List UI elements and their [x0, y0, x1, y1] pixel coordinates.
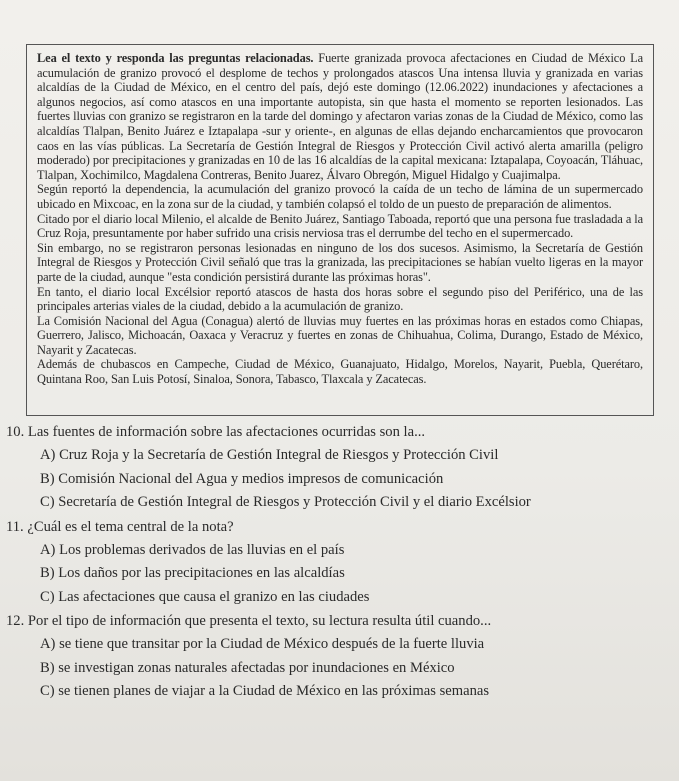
question-list: [6, 420, 671, 704]
passage-paragraph-3: Citado por el diario local Milenio, el alcalde de Benito Juárez, Santiago Taboada, reportó que una persona fue trasladada a la Cruz Roja, presuntamente por haber sufrido una crisis nerviosa tras el derrumbe del techo en el supermercado.: [37, 211, 643, 241]
passage-paragraph-6: La Comisión Nacional del Agua (Conagua) alertó de lluvias muy fuertes en las próximas horas en estados como Chiapas, Guerrero, Jalisco, Michoacán, Oaxaca y Veracruz y fuertes en zonas de Chihuahua, Colima, Durango, Estado de México, Nayarit y Zacatecas.: [37, 313, 643, 357]
question-12-option-a[interactable]: A) se tiene que transitar por la Ciudad de México después de la fuerte lluvia: [40, 636, 485, 652]
question-10-option-b[interactable]: B) Comisión Nacional del Agua y medios impresos de comunicación: [40, 470, 444, 487]
question-12-text: Por el tipo de información que presenta el texto, su lectura resulta útil cuando...: [27, 613, 492, 629]
question-10: 10. Las fuentes de información sobre las afectaciones ocurridas son la...: [6, 424, 426, 440]
question-11-text: ¿Cuál es el tema central de la nota?: [27, 518, 234, 535]
passage-paragraph-1: [37, 51, 643, 182]
question-11-option-c[interactable]: C) Las afectaciones que causa el granizo en las ciudades: [40, 588, 370, 605]
question-11-option-b[interactable]: B) Los daños por las precipitaciones en las alcaldías: [40, 565, 345, 581]
question-12-option-c[interactable]: C) se tienen planes de viajar a la Ciudad de México en las próximas semanas: [40, 683, 490, 699]
question-10-text: Las fuentes de información sobre las afectaciones ocurridas son la...: [27, 424, 426, 440]
passage-paragraph-2: Según reportó la dependencia, la acumulación del granizo provocó la caída de un techo de lámina de un supermercado ubicado en Mixcoac, en la zona sur de la ciudad, y también colapsó el toldo de un puesto de preparación de alimentos.: [37, 182, 643, 211]
passage-paragraph-4: Sin embargo, no se registraron personas lesionadas en ninguno de los dos sucesos. Asimismo, la Secretaría de Gestión Integral de Riesgos y Protección Civil señaló que tras la granizada, las precipitaciones se habían vuelto ligeras en la mayor parte de la ciudad, aunque "esta condición persistirá durante las próximas horas".: [37, 240, 643, 284]
passage-text-1: Fuerte granizada provoca afectaciones en Ciudad de México La acumulación de granizo provocó el desplome de techos y prolongados atascos Una intensa lluvia y granizada en varias alcaldías de la Ciudad de México, en el centro del país, dejó este domingo (12.06.2022) inundaciones y afectaciones a algunos negocios, así como atascos en una importante autopista, sin que hasta el momento se reporten lesionados. Las fuertes lluvias con granizo se registraron en la tarde del domingo y afectaron varias zonas de la Ciudad de México, como las alcaldías Tlalpan, Benito Juárez e Iztapalapa -sur y oriente-, en algunas de ellas dejando encharcamientos que provocaron caos en las vías públicas. La Secretaría de Gestión Integral de Riesgos y Protección Civil activó alerta amarilla (peligro moderado) por precipitaciones y granizadas en 10 de las 16 alcaldías de la capital mexicana: Iztapalapa, Coyoacán, Tláhuac, Tlalpan, Xochimilco, Magdalena Contreras, Benito Juarez, Álvaro Obregón, Miguel Hidalgo y Cuajimalpa.: [37, 51, 644, 182]
passage-paragraph-5: En tanto, el diario local Excélsior reportó atascos de hasta dos horas sobre el segundo piso del Periférico, una de las principales arterias viales de la ciudad, debido a la acumulación de granizo.: [37, 284, 643, 314]
question-12: 12. Por el tipo de información que presenta el texto, su lectura resulta útil cuando...: [6, 613, 492, 629]
question-11-option-a[interactable]: A) Los problemas derivados de las lluvias en el país: [40, 541, 345, 558]
question-10-option-c[interactable]: C) Secretaría de Gestión Integral de Riesgos y Protección Civil y el diario Excélsior: [40, 494, 531, 510]
question-11: 11. ¿Cuál es el tema central de la nota?: [6, 518, 234, 535]
question-10-option-a[interactable]: A) Cruz Roja y la Secretaría de Gestión Integral de Riesgos y Protección Civil: [40, 447, 499, 463]
instructions: Lea el texto y responda las preguntas relacionadas.: [37, 51, 314, 65]
question-12-option-b[interactable]: B) se investigan zonas naturales afectadas por inundaciones en México: [40, 659, 455, 676]
reading-passage-box: [26, 44, 654, 416]
passage-paragraph-7: Además de chubascos en Campeche, Ciudad de México, Guanajuato, Hidalgo, Morelos, Nayarit, Puebla, Querétaro, Quintana Roo, San Luis Potosí, Sinaloa, Sonora, Tabasco, Tlaxcala y Zacatecas.: [37, 357, 643, 387]
